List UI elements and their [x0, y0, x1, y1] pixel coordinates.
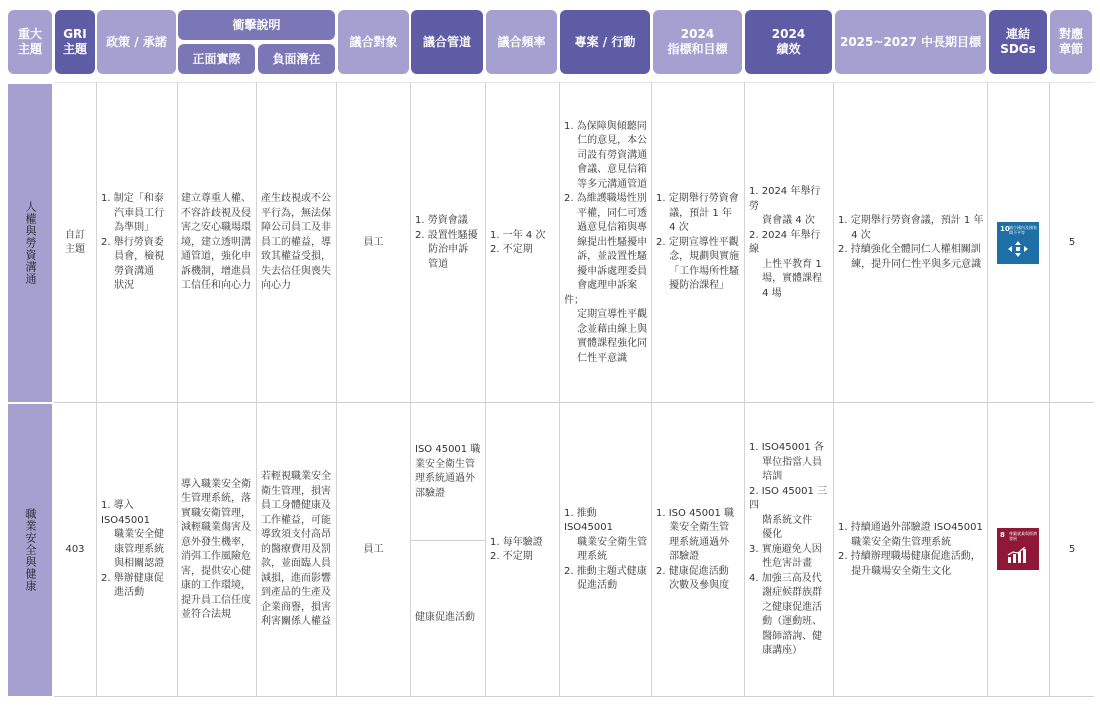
row-divider-top	[54, 82, 1094, 83]
header-channel: 議合管道	[411, 10, 483, 74]
project-cell: 1. 為保障與傾聽同 仁的意見，本公 司設有勞資溝通 會議、意見信箱 等多元溝通管道 2. 為維護職場性別 平權，同仁可透 過意見信箱與專 線提出性騷擾申 訴，並設置性騷 擾申訴處理委員 會處理申訴案件； 定期宣導性平觀 念並藉由線上與 實體課程強化同 仁性平意識	[564, 120, 648, 364]
topic-label: 職業安全與健康	[24, 508, 37, 592]
channel-cell: 1. 勞資會議 2. 設置性騷擾 防治申訴 管道	[415, 215, 478, 270]
topic-label: 人權與勞資溝通	[24, 201, 37, 285]
impact-positive-cell: 導入職業安全衛 生管理系統，落 實職安衛管理， 減輕職業傷害及 意外發生機率， 消弭工作風險危 害，提供安心健 康的工作環境， 提升員工信任度 並符合法規	[181, 478, 251, 620]
target-2025-2027-cell: 1. 持續通過外部驗證 ISO45001 職業安全衛生管理系統 2. 持續辦理職場健康促進活動， 提升職場安全衛生文化	[838, 522, 983, 577]
row-divider	[54, 402, 1094, 403]
gri-topic-cell: 403	[65, 543, 85, 555]
performance-2024-cell: 1. 2024 年舉行勞 資會議 4 次 2. 2024 年舉行線 上性平教育 1 場，實體課程 4 場	[749, 186, 823, 299]
target-2025-2027-cell: 1. 定期舉行勞資會議，預計 1 年 4 次 2. 持續強化全體同仁人權相關訓 練，提升同仁性平與多元意識	[838, 215, 984, 270]
header-gri: GRI 主題	[55, 10, 95, 74]
gri-topic-cell: 自訂 主題	[65, 229, 85, 255]
sdg-10-symbol-icon	[1008, 241, 1028, 257]
channel-cell-iso: ISO 45001 職 業安全衛生管 理系統通過外 部驗證	[415, 444, 481, 499]
row-divider-bottom	[54, 696, 1094, 697]
sdg-8-symbol-icon	[1007, 547, 1029, 563]
topic-cell-occupational-safety	[8, 404, 52, 696]
topic-cell-human-rights	[8, 84, 52, 402]
policy-cell: 1. 導入 ISO45001 職業安全健 康管理系統 與相關認證 2. 舉辦健康促 進活動	[101, 500, 165, 599]
header-impact-negative: 負面潛在	[258, 44, 335, 74]
header-impact: 衝擊說明	[178, 10, 335, 40]
impact-negative-cell: 產生歧視或不公 平行為，無法保 障公司員工及非 員工的權益，導 致其權益受損， 失去信任與喪失 向心力	[261, 193, 331, 292]
frequency-cell: 1. 每年驗證 2. 不定期	[490, 536, 543, 562]
header-policy: 政策 / 承諾	[97, 10, 176, 74]
chapter-cell: 5	[1068, 543, 1076, 555]
sdg-10-icon: 10 減少國內及國家間不平等	[997, 222, 1039, 264]
header-topic: 重大 主題	[8, 10, 52, 74]
sdg-8-icon: 8 尊嚴就業與經濟發展	[997, 528, 1039, 570]
target-2024-cell: 1. 定期舉行勞資會 議，預計 1 年 4 次 2. 定期宣導性平觀 念，規劃與實施 「工作場所性騷 擾防治課程」	[656, 193, 740, 292]
header-target-2025-2027: 2025~2027 中長期目標	[835, 10, 986, 74]
policy-cell: 1. 制定「和泰 汽車員工行 為準則」 2. 舉行勞資委 員會，檢視 勞資溝通 狀況	[101, 193, 165, 292]
impact-negative-cell: 若輕視職業安全 衛生管理，損害 員工身體健康及 工作權益，可能 導致須支付高昂 的醫療費用及罰 款，並面臨人員 減損，進而影響 到產品的生產及 企業商譽，損害 利害關係人權益	[261, 471, 331, 628]
header-frequency: 議合頻率	[486, 10, 557, 74]
header-target-2024: 2024 指標和目標	[653, 10, 742, 74]
target-2024-cell: 1. ISO 45001 職 業安全衛生管 理系統通過外 部驗證 2. 健康促進活動 次數及參與度	[656, 507, 735, 591]
frequency-cell: 1. 一年 4 次 2. 不定期	[490, 229, 546, 255]
header-sdgs: 連結 SDGs	[989, 10, 1047, 74]
header-impact-positive: 正面實際	[178, 44, 255, 74]
header-performance-2024: 2024 績效	[745, 10, 832, 74]
impact-positive-cell: 建立尊重人權、 不容許歧視及侵 害之安心職場環 境，建立透明溝 通管道，強化申 訴機制，增進員 工信任和向心力	[181, 193, 251, 292]
project-cell: 1. 推動 ISO45001 職業安全衛生管 理系統 2. 推動主題式健康 促進活動	[564, 507, 648, 591]
audience-cell: 員工	[363, 236, 384, 248]
header-audience: 議合對象	[338, 10, 409, 74]
header-chapter: 對應 章節	[1050, 10, 1092, 74]
header-project: 專案 / 行動	[560, 10, 650, 74]
performance-2024-cell: 1. ISO45001 各 單位指當人員 培訓 2. ISO 45001 三四 階系統文件 優化 3. 實施避免人因 性危害計畫 4. 加強三高及代 謝症候群族群 之健康促進活 動（運動班、 醫師諮詢、健 康講座）	[749, 442, 828, 657]
audience-cell: 員工	[363, 543, 384, 555]
channel-cell-health: 健康促進活動	[415, 612, 475, 624]
chapter-cell: 5	[1068, 236, 1076, 248]
